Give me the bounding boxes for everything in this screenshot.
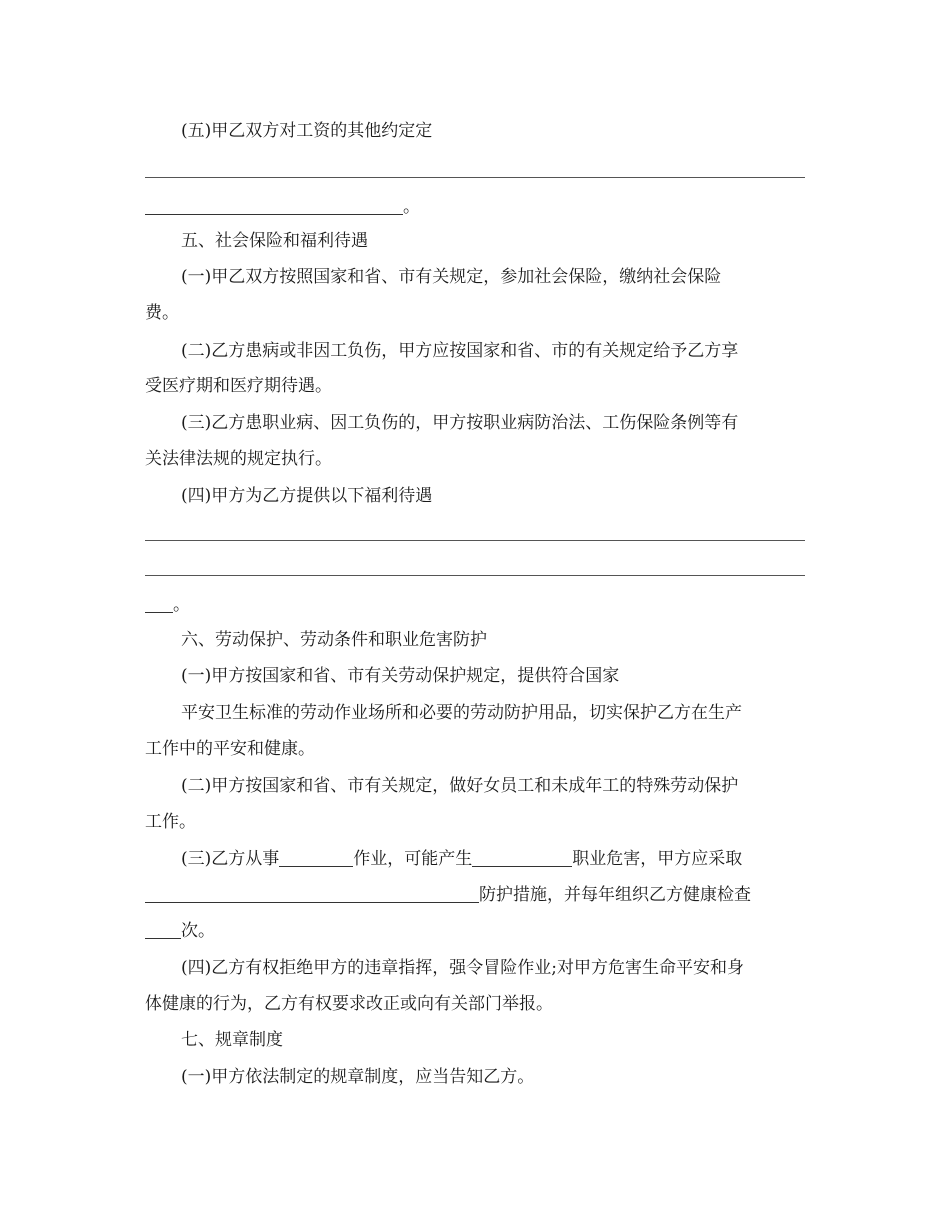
fill-in-line bbox=[145, 540, 805, 541]
paragraph-with-blanks bbox=[181, 848, 805, 870]
period: 。 bbox=[173, 595, 190, 615]
blank-line bbox=[145, 196, 403, 215]
blank-line bbox=[145, 920, 181, 939]
text-fragment: (三)乙方从事 bbox=[181, 849, 280, 869]
paragraph-text: (三)乙方患职业病、因工负伤的，甲方按职业病防治法、工伤保险条例等有 bbox=[181, 413, 739, 433]
text-fragment: 次。 bbox=[181, 921, 215, 941]
paragraph-text: (一)甲方依法制定的规章制度，应当告知乙方。 bbox=[181, 1067, 535, 1087]
section-heading-rules: 七、规章制度 bbox=[181, 1030, 283, 1050]
fill-in-line-end bbox=[145, 196, 805, 218]
paragraph-text: 受医疗期和医疗期待遇。 bbox=[145, 376, 332, 396]
paragraph-with-blanks bbox=[145, 920, 805, 942]
section-heading-social-insurance: 五、社会保险和福利待遇 bbox=[181, 231, 368, 251]
paragraph-text: (二)乙方患病或非因工负伤，甲方应按国家和省、市的有关规定给予乙方享 bbox=[181, 341, 739, 361]
text-fragment: 职业危害，甲方应采取 bbox=[572, 849, 743, 869]
paragraph-text: (一)甲乙双方按照国家和省、市有关规定，参加社会保险，缴纳社会保险 bbox=[181, 267, 722, 287]
blank-line bbox=[145, 884, 479, 903]
blank-line bbox=[472, 848, 572, 867]
paragraph-text: (二)甲方按国家和省、市有关规定，做好女员工和未成年工的特殊劳动保护 bbox=[181, 776, 739, 796]
period: 。 bbox=[403, 197, 420, 217]
paragraph-text: 费。 bbox=[145, 303, 179, 323]
fill-in-line bbox=[145, 177, 805, 178]
paragraph-text: 体健康的行为，乙方有权要求改正或向有关部门举报。 bbox=[145, 994, 553, 1014]
paragraph-text: 工作中的平安和健康。 bbox=[145, 739, 315, 759]
text-fragment: 防护措施，并每年组织乙方健康检查 bbox=[479, 885, 751, 905]
paragraph-text: (四)甲方为乙方提供以下福利待遇 bbox=[181, 486, 433, 506]
section-heading-labor-protection: 六、劳动保护、劳动条件和职业危害防护 bbox=[181, 630, 487, 650]
blank-line bbox=[279, 848, 353, 867]
blank-line bbox=[145, 594, 173, 613]
fill-in-line-end bbox=[145, 594, 805, 616]
paragraph-text: (四)乙方有权拒绝甲方的违章指挥，强令冒险作业;对甲方危害生命平安和身 bbox=[181, 958, 744, 978]
paragraph-text: (一)甲方按国家和省、市有关劳动保护规定，提供符合国家 bbox=[181, 666, 620, 686]
paragraph-text: 关法律法规的规定执行。 bbox=[145, 449, 332, 469]
paragraph-text: 工作。 bbox=[145, 812, 196, 832]
fill-in-line bbox=[145, 575, 805, 576]
paragraph-text: 平安卫生标准的劳动作业场所和必要的劳动防护用品，切实保护乙方在生产 bbox=[181, 703, 742, 723]
wage-other-agreement: (五)甲乙双方对工资的其他约定定 bbox=[181, 121, 433, 141]
paragraph-with-blanks bbox=[145, 884, 805, 906]
text-fragment: 作业，可能产生 bbox=[353, 849, 473, 869]
